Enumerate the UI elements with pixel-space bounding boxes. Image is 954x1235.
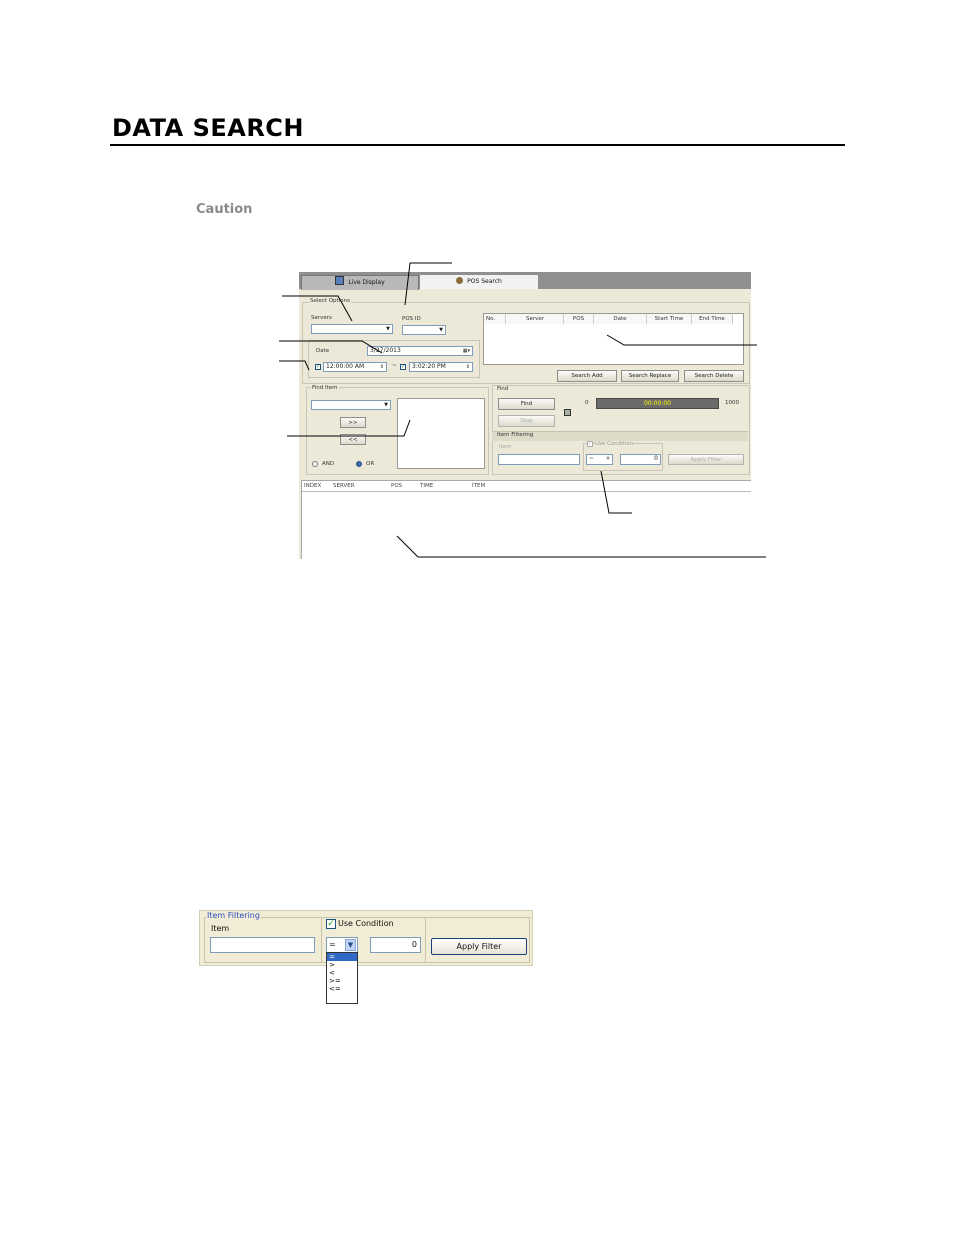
monitor-icon [335, 276, 344, 285]
end-time-field[interactable]: 3:02:20 PM ⇕ [409, 362, 473, 372]
use-condition-label: Use Condition [338, 919, 394, 928]
remove-item-button[interactable]: << [340, 434, 366, 445]
search-add-button[interactable]: Search Add [557, 370, 617, 382]
apply-filter-button[interactable]: Apply Filter [668, 454, 744, 465]
spin-icon: ⇕ [379, 364, 384, 370]
search-delete-button[interactable]: Search Delete [684, 370, 744, 382]
chevron-down-icon: ▼ [606, 456, 610, 462]
find-item-list[interactable] [397, 398, 485, 469]
chevron-down-icon: ▼ [384, 402, 388, 408]
item-label: Item [499, 444, 512, 450]
progress-min: 0 [585, 400, 589, 406]
heading-rule [110, 144, 845, 146]
select-options-title: Select Options [310, 298, 350, 304]
item-input[interactable] [210, 937, 315, 953]
chevron-down-icon[interactable]: ▼ [345, 939, 356, 951]
operator-option[interactable]: < [329, 969, 335, 977]
date-picker[interactable]: 3/27/2013 ▦▾ [367, 346, 473, 356]
servers-combo[interactable] [311, 324, 393, 334]
date-label: Date [316, 348, 330, 354]
column-header[interactable]: POS [564, 314, 594, 324]
tab-pos-search[interactable]: POS Search [420, 275, 538, 289]
find-indicator-icon [564, 409, 571, 416]
start-time-checkbox[interactable]: ✓ [316, 364, 321, 370]
column-header[interactable]: Server [507, 314, 564, 324]
page-heading: DATA SEARCH [112, 114, 305, 142]
pos-id-label: POS ID [402, 316, 421, 322]
operator-combo[interactable]: = ▼ [586, 454, 613, 465]
results-column-header[interactable]: TIME [420, 483, 434, 489]
find-item-title: Find Item [312, 385, 338, 391]
item-input[interactable] [498, 454, 580, 465]
operator-option[interactable]: > [329, 961, 335, 969]
operator-combo[interactable]: = ▼ [326, 937, 358, 953]
operator-option[interactable]: <= [329, 985, 341, 993]
column-header[interactable]: End Time [692, 314, 733, 324]
column-header[interactable]: Date [594, 314, 647, 324]
results-column-header[interactable]: POS [391, 483, 403, 489]
results-header-line [302, 491, 751, 492]
calendar-icon: ▦▾ [462, 348, 470, 354]
operator-option[interactable]: >= [329, 977, 341, 985]
tab-bar [299, 272, 751, 289]
or-label: OR [366, 461, 375, 467]
condition-value-input[interactable]: 0 [370, 937, 421, 953]
apply-filter-button[interactable]: Apply Filter [431, 938, 527, 955]
servers-label: Servers [311, 315, 332, 321]
spin-icon: ⇕ [465, 364, 470, 370]
or-radio[interactable] [356, 461, 362, 467]
pos-id-combo[interactable] [402, 325, 446, 335]
find-button[interactable]: Find [498, 398, 555, 410]
item-filtering-title: Item Filtering [497, 432, 534, 438]
item-label: Item [211, 924, 230, 933]
results-column-header[interactable]: INDEX [304, 483, 322, 489]
condition-value-input[interactable]: 0 [620, 454, 661, 465]
and-label: AND [322, 461, 335, 467]
progress-max: 1000 [725, 400, 739, 406]
column-header[interactable]: Start Time [647, 314, 692, 324]
search-condition-list[interactable] [483, 313, 744, 365]
column-header[interactable]: No. [484, 314, 506, 324]
item-filtering-title: Item Filtering [207, 911, 260, 920]
use-condition-label: Use Condition [595, 441, 634, 447]
results-column-header[interactable]: SERVER [333, 483, 355, 489]
operator-dropdown-list[interactable] [326, 952, 358, 1004]
operator-option[interactable]: = [327, 953, 357, 961]
search-person-icon [456, 277, 463, 284]
use-condition-checkbox[interactable]: ✓ [588, 441, 593, 447]
end-time-checkbox[interactable]: ✓ [401, 364, 406, 370]
pos-search-screenshot [299, 272, 751, 559]
start-time-field[interactable]: 12:00:00 AM ⇕ [323, 362, 387, 372]
progress-time: 00:00:00 [644, 400, 671, 407]
stop-button[interactable]: Stop [498, 415, 555, 427]
item-filtering-screenshot [199, 910, 533, 966]
and-radio[interactable] [312, 461, 318, 467]
progress-bar [596, 398, 719, 409]
search-replace-button[interactable]: Search Replace [621, 370, 679, 382]
chevron-down-icon: ▼ [386, 326, 390, 332]
find-item-combo[interactable] [311, 400, 391, 410]
add-item-button[interactable]: >> [340, 417, 366, 428]
chevron-down-icon: ▼ [439, 327, 443, 333]
caution-label: Caution [196, 202, 253, 217]
range-separator: ~ [392, 363, 397, 369]
find-title: Find [497, 386, 509, 392]
use-condition-checkbox[interactable]: ✓ [327, 919, 335, 929]
results-column-header[interactable]: ITEM [472, 483, 486, 489]
tab-live-display[interactable]: Live Display [301, 275, 419, 290]
results-list[interactable] [301, 480, 751, 559]
